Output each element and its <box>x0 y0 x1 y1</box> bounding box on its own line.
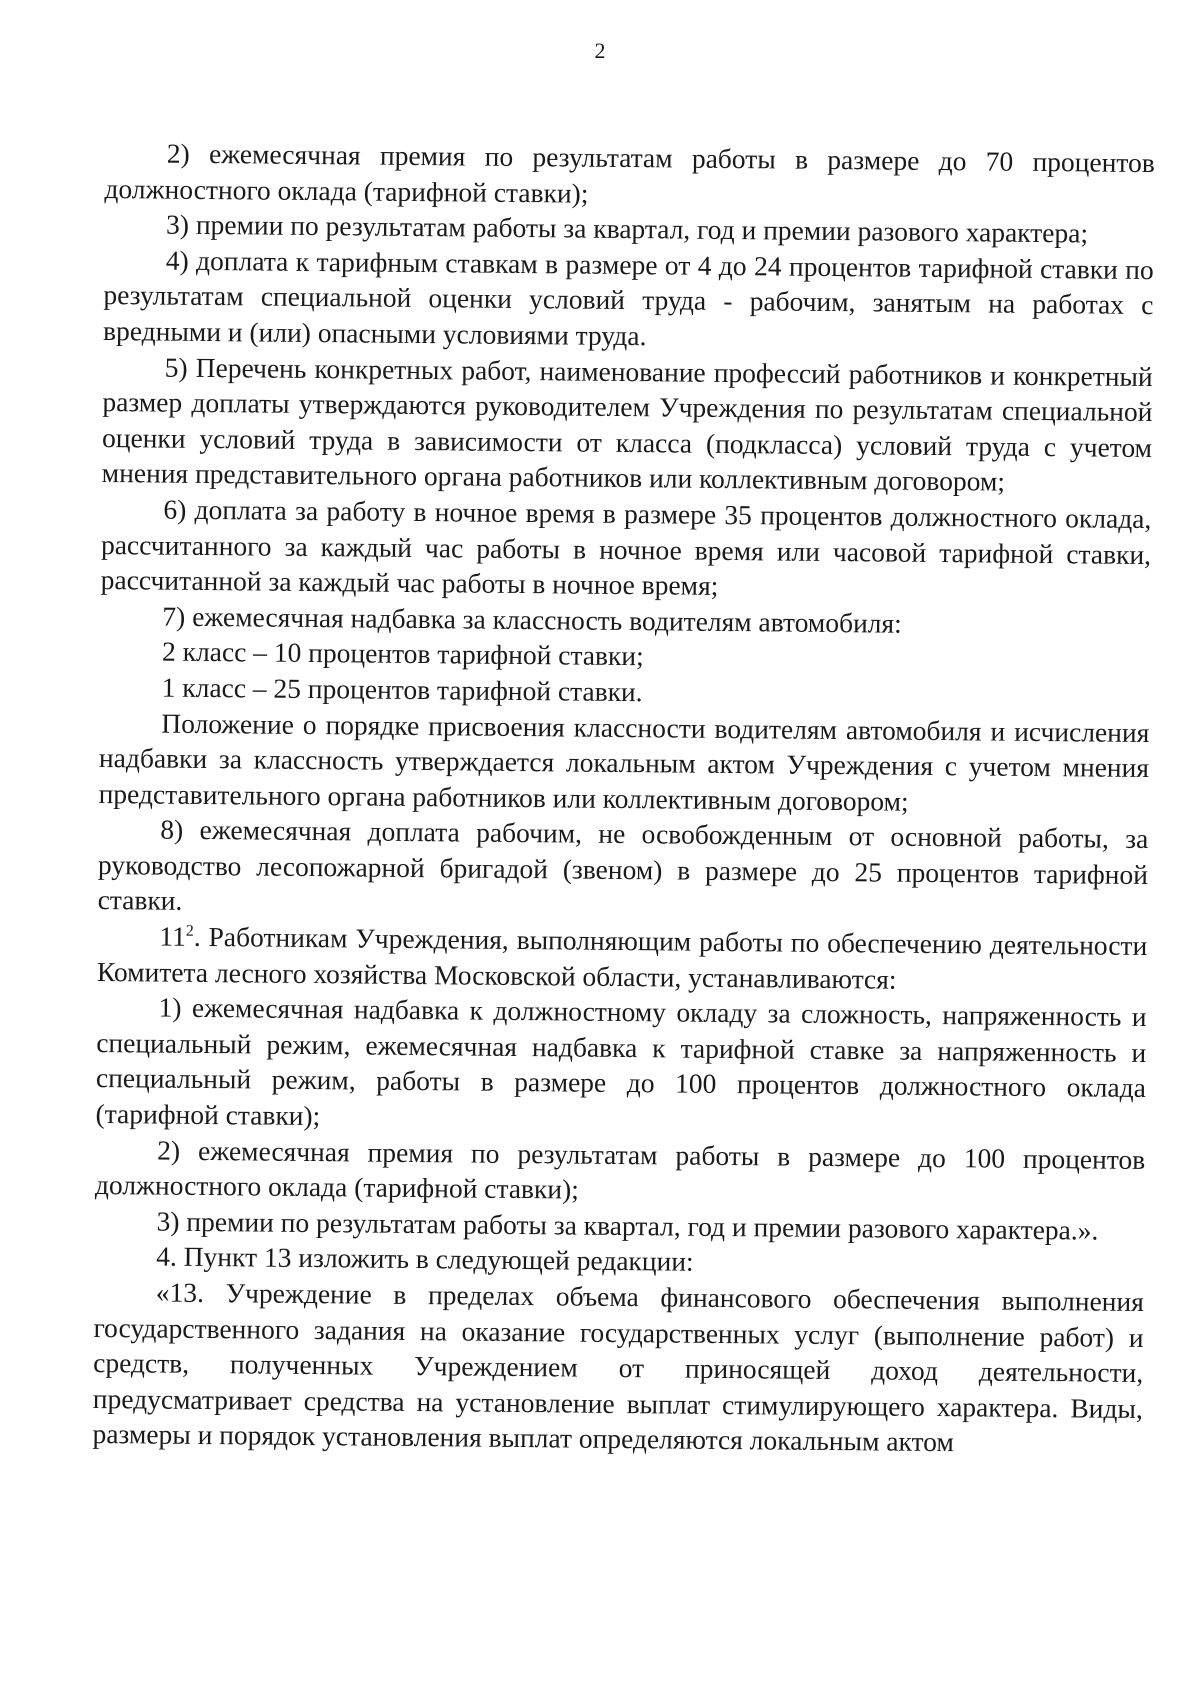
paragraph-night-work: 6) доплата за работу в ночное время в размере 35 процентов должностного оклада, рассчитанного за каждый час работы в ночное время или часовой тарифной ставки, рассчитанной за каждый час работы в ночное время; <box>100 493 1152 602</box>
paragraph-item-4: 4. Пункт 13 изложить в следующей редакции: <box>156 1240 694 1278</box>
paragraph-class-regulation: Положение о порядке присвоения классности водителям автомобиля и исчисления надбавки за классность утверждается локальным актом Учреждения с учетом мнения представительного органа работников или коллективным договором; <box>98 707 1150 817</box>
paragraph-complexity-bonus: 1) ежемесячная надбавка к должностному окладу за сложность, напряженность и специальный режим, ежемесячная надбавка к тарифной ставке за напряженность и специальный режим, работы в размере до 100 процентов должностного оклада (тарифной ставки); <box>95 991 1147 1132</box>
paragraph-tariff-surcharge: 4) доплата к тарифным ставкам в размере от 4 до 24 процентов тарифной ставки по результатам специальной оценки условий труда - рабочим, занятым на работах с вредными и (или) опасными условиями труда. <box>102 244 1154 352</box>
paragraph-premium-100: 2) ежемесячная премия по результатам работы в размере до 100 процентов должностного оклада (тарифной ставки); <box>94 1134 1146 1205</box>
section-text: . Работникам Учреждения, выполняющим работы по обеспечению деятельности Комитета лесного хозяйства Московской области, устанавливаются: <box>96 920 1148 995</box>
paragraph-class-2: 2 класс – 10 процентов тарифной ставки; <box>161 635 644 672</box>
paragraph-premium-70: 2) ежемесячная премия по результатам работы в размере до 70 процентов должностного оклада (тарифной ставки); <box>104 137 1155 209</box>
paragraph-work-list: 5) Перечень конкретных работ, наименование профессий работников и конкретный размер доплаты утверждаются руководителем Учреждения по результатам специальной оценки условий труда в зависимости от класса (подкласса) условий труда с учетом мнения представительного органа работников или коллективным договором; <box>101 351 1153 497</box>
paragraph-class-1: 1 класс – 25 процентов тарифной ставки. <box>161 671 643 708</box>
paragraph-quarterly-premiums-2: 3) премии по результатам работы за квартал, год и премии разового характера.». <box>156 1205 1099 1246</box>
paragraph-section-11-2 <box>97 918 1148 999</box>
paragraph-item-13: «13. Учреждение в пределах объема финансового обеспечения выполнения государственного задания на оказание государственных услуг (выполнение работ) и средств, полученных Учреждением от приносящей доход деятельности, предусматривает средства на установление выплат стимулирующего характера. Виды, размеры и порядок установления выплат определяются локальным актом <box>92 1276 1144 1458</box>
document-body <box>92 135 1155 1462</box>
page-number: 2 <box>594 38 606 63</box>
paragraph-fire-brigade: 8) ежемесячная доплата рабочим, не освобожденным от основной работы, за руководство лесопожарной бригадой (звеном) в размере до 25 процентов тарифной ставки. <box>97 813 1149 917</box>
section-number: 11 <box>159 920 186 952</box>
section-superscript: 2 <box>185 922 194 940</box>
paragraph-driver-class: 7) ежемесячная надбавка за классность водителям автомобиля: <box>162 600 902 639</box>
paragraph-quarterly-premiums: 3) премии по результатам работы за квартал, год и премии разового характера; <box>165 208 1089 249</box>
